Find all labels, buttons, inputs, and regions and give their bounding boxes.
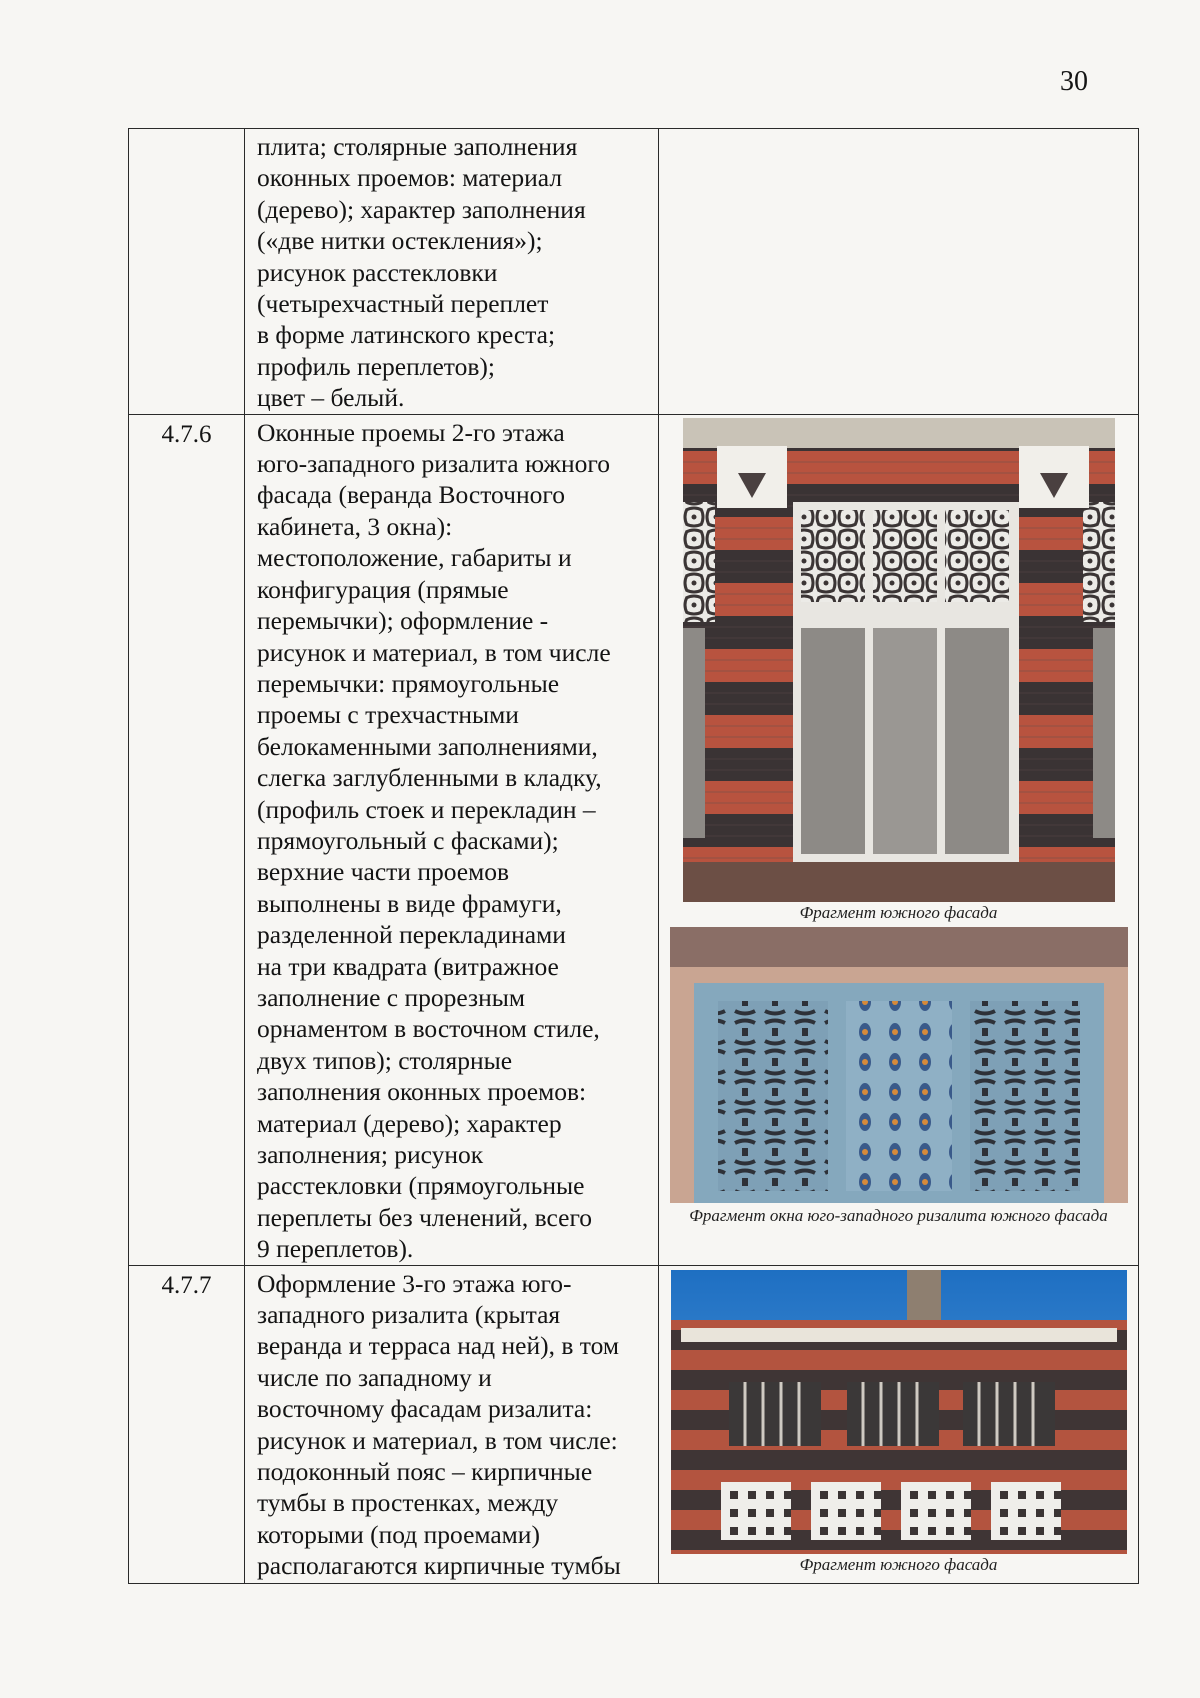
third-floor-veranda-photo: [671, 1270, 1127, 1554]
description-line: проемы с трехчастными: [257, 700, 519, 730]
description-line: расстекловки (прямоугольные: [257, 1171, 585, 1201]
description-line: профиль переплетов);: [257, 351, 495, 381]
image-cell: [659, 414, 1139, 1265]
description-line: переплеты без членений, всего: [257, 1202, 593, 1232]
description-line: (четырехчастный переплет: [257, 289, 549, 319]
description-line: юго-западного ризалита южного: [257, 449, 610, 479]
description-line: западного ризалита (крытая: [257, 1300, 561, 1330]
table-row: [129, 129, 1139, 415]
description-line: местоположение, габариты и: [257, 543, 572, 573]
item-number-cell: 4.7.6: [129, 414, 245, 1265]
description-line: рисунок и материал, в том числе: [257, 637, 611, 667]
item-number-cell: [129, 129, 245, 415]
description-line: оконных проемов: материал: [257, 163, 563, 193]
description-line: располагаются кирпичные тумбы: [257, 1551, 621, 1581]
description-text: [245, 415, 658, 1265]
south-facade-window-photo: [683, 418, 1115, 902]
photo-caption: Фрагмент южного фасада: [799, 1554, 998, 1574]
description-line: восточному фасадам ризалита:: [257, 1394, 593, 1424]
description-line: плита; столярные заполнения: [257, 132, 578, 161]
description-line: орнаментом в восточном стиле,: [257, 1014, 600, 1044]
description-line: двух типов); столярные: [257, 1045, 513, 1075]
page-number: 30: [1060, 66, 1088, 97]
description-line: на три квадрата (витражное: [257, 951, 559, 981]
description-line: числе по западному и: [257, 1362, 492, 1392]
photo-caption: Фрагмент южного фасада: [799, 902, 998, 922]
description-line: подоконный пояс – кирпичные: [257, 1457, 593, 1487]
description-line: в форме латинского креста;: [257, 320, 556, 350]
description-line: перемычки: прямоугольные: [257, 668, 560, 698]
description-line: белокаменными заполнениями,: [257, 731, 598, 761]
window-transom-detail-photo: [670, 927, 1128, 1203]
item-number-cell: 4.7.7: [129, 1265, 245, 1583]
image-cell: [659, 1265, 1139, 1583]
description-line: выполнены в виде фрамуги,: [257, 888, 562, 918]
description-line: заполнения оконных проемов:: [257, 1077, 587, 1107]
table-row: [129, 1265, 1139, 1583]
description-line: верхние части проемов: [257, 857, 510, 887]
description-line: Оформление 3-го этажа юго-: [257, 1268, 572, 1298]
description-line: заполнение с прорезным: [257, 982, 525, 1012]
table-row: [129, 414, 1139, 1265]
description-line: («две нитки остекления»);: [257, 226, 543, 256]
description-line: тумбы в простенках, между: [257, 1488, 559, 1518]
description-cell: [245, 129, 659, 415]
description-line: (профиль стоек и перекладин –: [257, 794, 596, 824]
description-line: конфигурация (прямые: [257, 574, 509, 604]
description-text: [245, 129, 658, 414]
description-line: заполнения; рисунок: [257, 1140, 484, 1169]
description-line: материал (дерево); характер: [257, 1108, 562, 1138]
description-line: (дерево); характер заполнения: [257, 194, 586, 224]
image-cell: [659, 129, 1139, 415]
description-line: Оконные проемы 2-го этажа: [257, 417, 565, 447]
photo-caption: Фрагмент окна юго-западного ризалита южного фасада: [689, 1205, 1108, 1225]
description-line: веранда и терраса над ней), в том: [257, 1331, 620, 1361]
description-line: рисунок и материал, в том числе:: [257, 1425, 618, 1455]
description-line: прямоугольный с фасками);: [257, 825, 559, 855]
monument-features-table: [128, 128, 1139, 1584]
description-cell: [245, 1265, 659, 1583]
description-line: разделенной перекладинами: [257, 920, 566, 950]
description-line: слегка заглубленными в кладку,: [257, 763, 602, 793]
description-line: рисунок расстекловки: [257, 257, 498, 287]
description-text: [245, 1266, 658, 1582]
description-line: кабинета, 3 окна):: [257, 511, 453, 541]
description-line: цвет – белый.: [257, 383, 405, 413]
description-line: перемычки); оформление -: [257, 606, 549, 636]
description-line: которыми (под проемами): [257, 1519, 540, 1549]
description-cell: [245, 414, 659, 1265]
description-line: 9 переплетов).: [257, 1234, 414, 1264]
description-line: фасада (веранда Восточного: [257, 480, 565, 510]
